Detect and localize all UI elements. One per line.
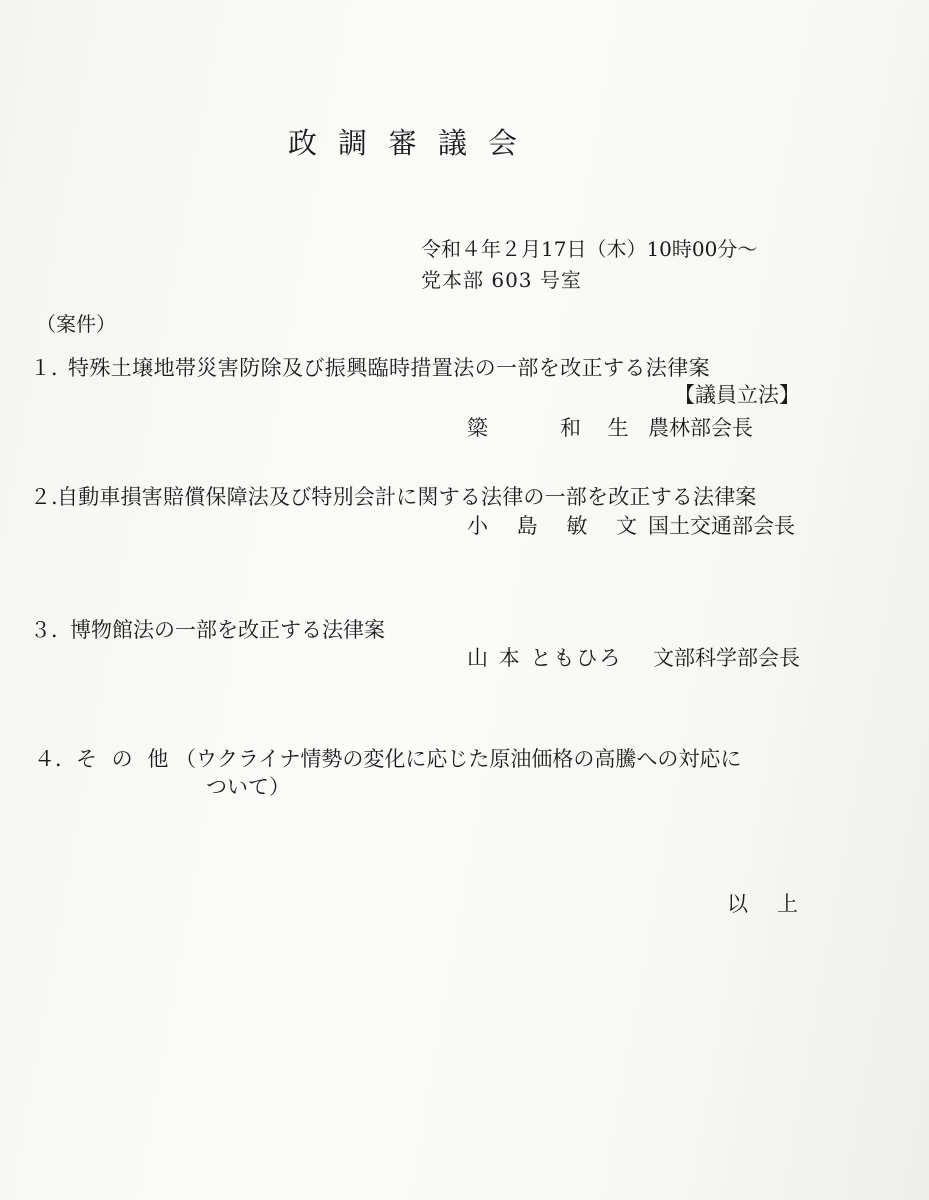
presenter-title: 農林部会長 <box>648 416 753 440</box>
item-number: １． <box>30 356 72 380</box>
item-note: 【議員立法】 <box>674 383 800 407</box>
closing-mark: 以 上 <box>727 892 802 916</box>
presenter-name: 簗 和 生 <box>467 416 639 440</box>
cases-label: （案件） <box>36 312 116 336</box>
presenter-title: 国土交通部会長 <box>648 514 795 538</box>
presenter-title: 文部科学部会長 <box>653 646 800 670</box>
item-text: 博物館法の一部を改正する法律案 <box>70 618 385 642</box>
item-text: 特殊土壌地帯災害防除及び振興臨時措置法の一部を改正する法律案 <box>68 356 710 380</box>
meeting-location: 党本部 603 号室 <box>421 268 582 292</box>
presenter-name: 小 島 敏 文 <box>467 514 649 538</box>
presenter-name: 山 本 ともひろ <box>467 646 623 670</box>
item-text: （ウクライナ情勢の変化に応じた原油価格の高騰への対応に <box>175 747 742 771</box>
item-text-continued: ついて） <box>206 775 290 799</box>
item-text: 自動車損害賠償保障法及び特別会計に関する法律の一部を改正する法律案 <box>57 485 757 509</box>
item-number: ４． <box>34 747 76 771</box>
meeting-date: 令和４年２月17日（木）10時00分〜 <box>421 237 758 261</box>
item-number: ３． <box>30 618 72 642</box>
item-label: そ の 他 <box>76 747 173 771</box>
document-title: 政調審議会 <box>288 126 539 160</box>
item-number: ２. <box>30 485 58 509</box>
